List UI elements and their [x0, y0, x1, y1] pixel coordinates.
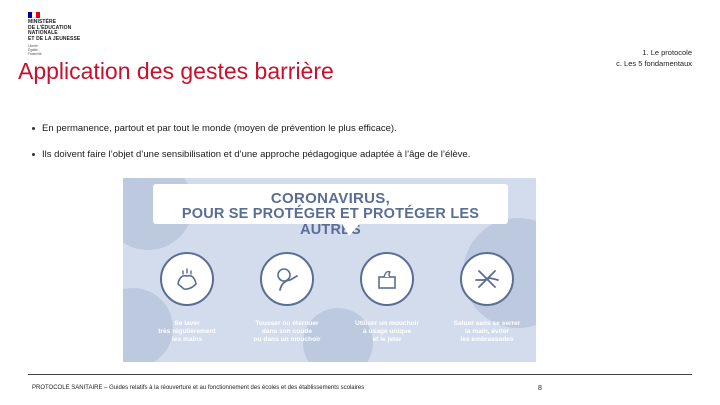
caption-line: Se laver	[174, 320, 200, 327]
ministry-line: DE L'ÉDUCATION	[28, 24, 72, 31]
caption-line: ou dans un mouchoir	[253, 336, 321, 343]
ministry-line: ET DE LA JEUNESSE	[28, 35, 81, 42]
subsection-label: c. Les 5 fondamentaux	[616, 59, 692, 68]
speech-bubble	[153, 184, 508, 238]
motto-line: Égalité	[28, 48, 38, 53]
bullet-dot-icon	[32, 127, 35, 130]
ministry-name	[28, 20, 88, 42]
caption-line: Utiliser un mouchoir	[354, 320, 420, 327]
speech-bubble-tail	[341, 222, 361, 236]
gesture-use-tissue	[339, 252, 435, 344]
section-label: 1. Le protocole	[642, 48, 692, 57]
page-number: 8	[538, 385, 542, 392]
bullet-list	[32, 123, 692, 175]
caption-line: Tousser ou éternuer	[255, 320, 319, 327]
no-handshake-icon	[460, 252, 514, 306]
caption-line: à usage unique	[363, 328, 411, 335]
caption-line: dans son coude	[261, 328, 313, 335]
motto-line: Liberté	[28, 44, 38, 49]
bullet-item	[32, 149, 692, 160]
caption-line: les embrassades	[460, 336, 514, 343]
french-flag-icon	[28, 12, 40, 18]
section-reference	[616, 47, 692, 69]
footer-divider	[28, 374, 692, 375]
ministry-line: NATIONALE	[28, 30, 58, 37]
poster-heading-2: POUR SE PROTÉGER ET PROTÉGER LES AUTRES	[181, 206, 480, 238]
gesture-caption	[439, 320, 535, 344]
ministry-logo	[28, 12, 88, 56]
poster-heading-1: CORONAVIRUS,	[270, 190, 391, 207]
bullet-text: Ils doivent faire l’objet d’une sensibilisation et d’une approche pédagogique adaptée à l’âge de l’élève.	[42, 149, 471, 160]
bullet-item	[32, 123, 692, 134]
gesture-caption	[139, 320, 235, 344]
caption-line: très régulièrement	[158, 328, 216, 335]
caption-line: et le jeter	[372, 336, 402, 343]
caption-line: la main, éviter	[465, 328, 509, 335]
caption-line: les mains	[171, 336, 203, 343]
bullet-dot-icon	[32, 153, 35, 156]
elbow-cough-icon	[260, 252, 314, 306]
hand-washing-icon	[160, 252, 214, 306]
coronavirus-poster	[123, 178, 536, 362]
gesture-no-handshake	[439, 252, 535, 344]
motto-line: Fraternité	[28, 52, 42, 57]
footer-text: PROTOCOLE SANITAIRE – Guides relatifs à la réouverture et au fonctionnement des écoles et des établissements scolaires	[32, 385, 365, 391]
republic-motto	[28, 44, 42, 56]
bullet-text: En permanence, partout et par tout le monde (moyen de prévention le plus efficace).	[42, 123, 397, 134]
gesture-caption	[239, 320, 335, 344]
gesture-cough-elbow	[239, 252, 335, 344]
gesture-caption	[339, 320, 435, 344]
caption-line: Saluer sans se serrer	[453, 320, 521, 327]
ministry-line: MINISTÈRE	[28, 19, 57, 25]
gesture-wash-hands	[139, 252, 235, 344]
page-title: Application des gestes barrière	[18, 58, 334, 84]
tissue-icon	[360, 252, 414, 306]
